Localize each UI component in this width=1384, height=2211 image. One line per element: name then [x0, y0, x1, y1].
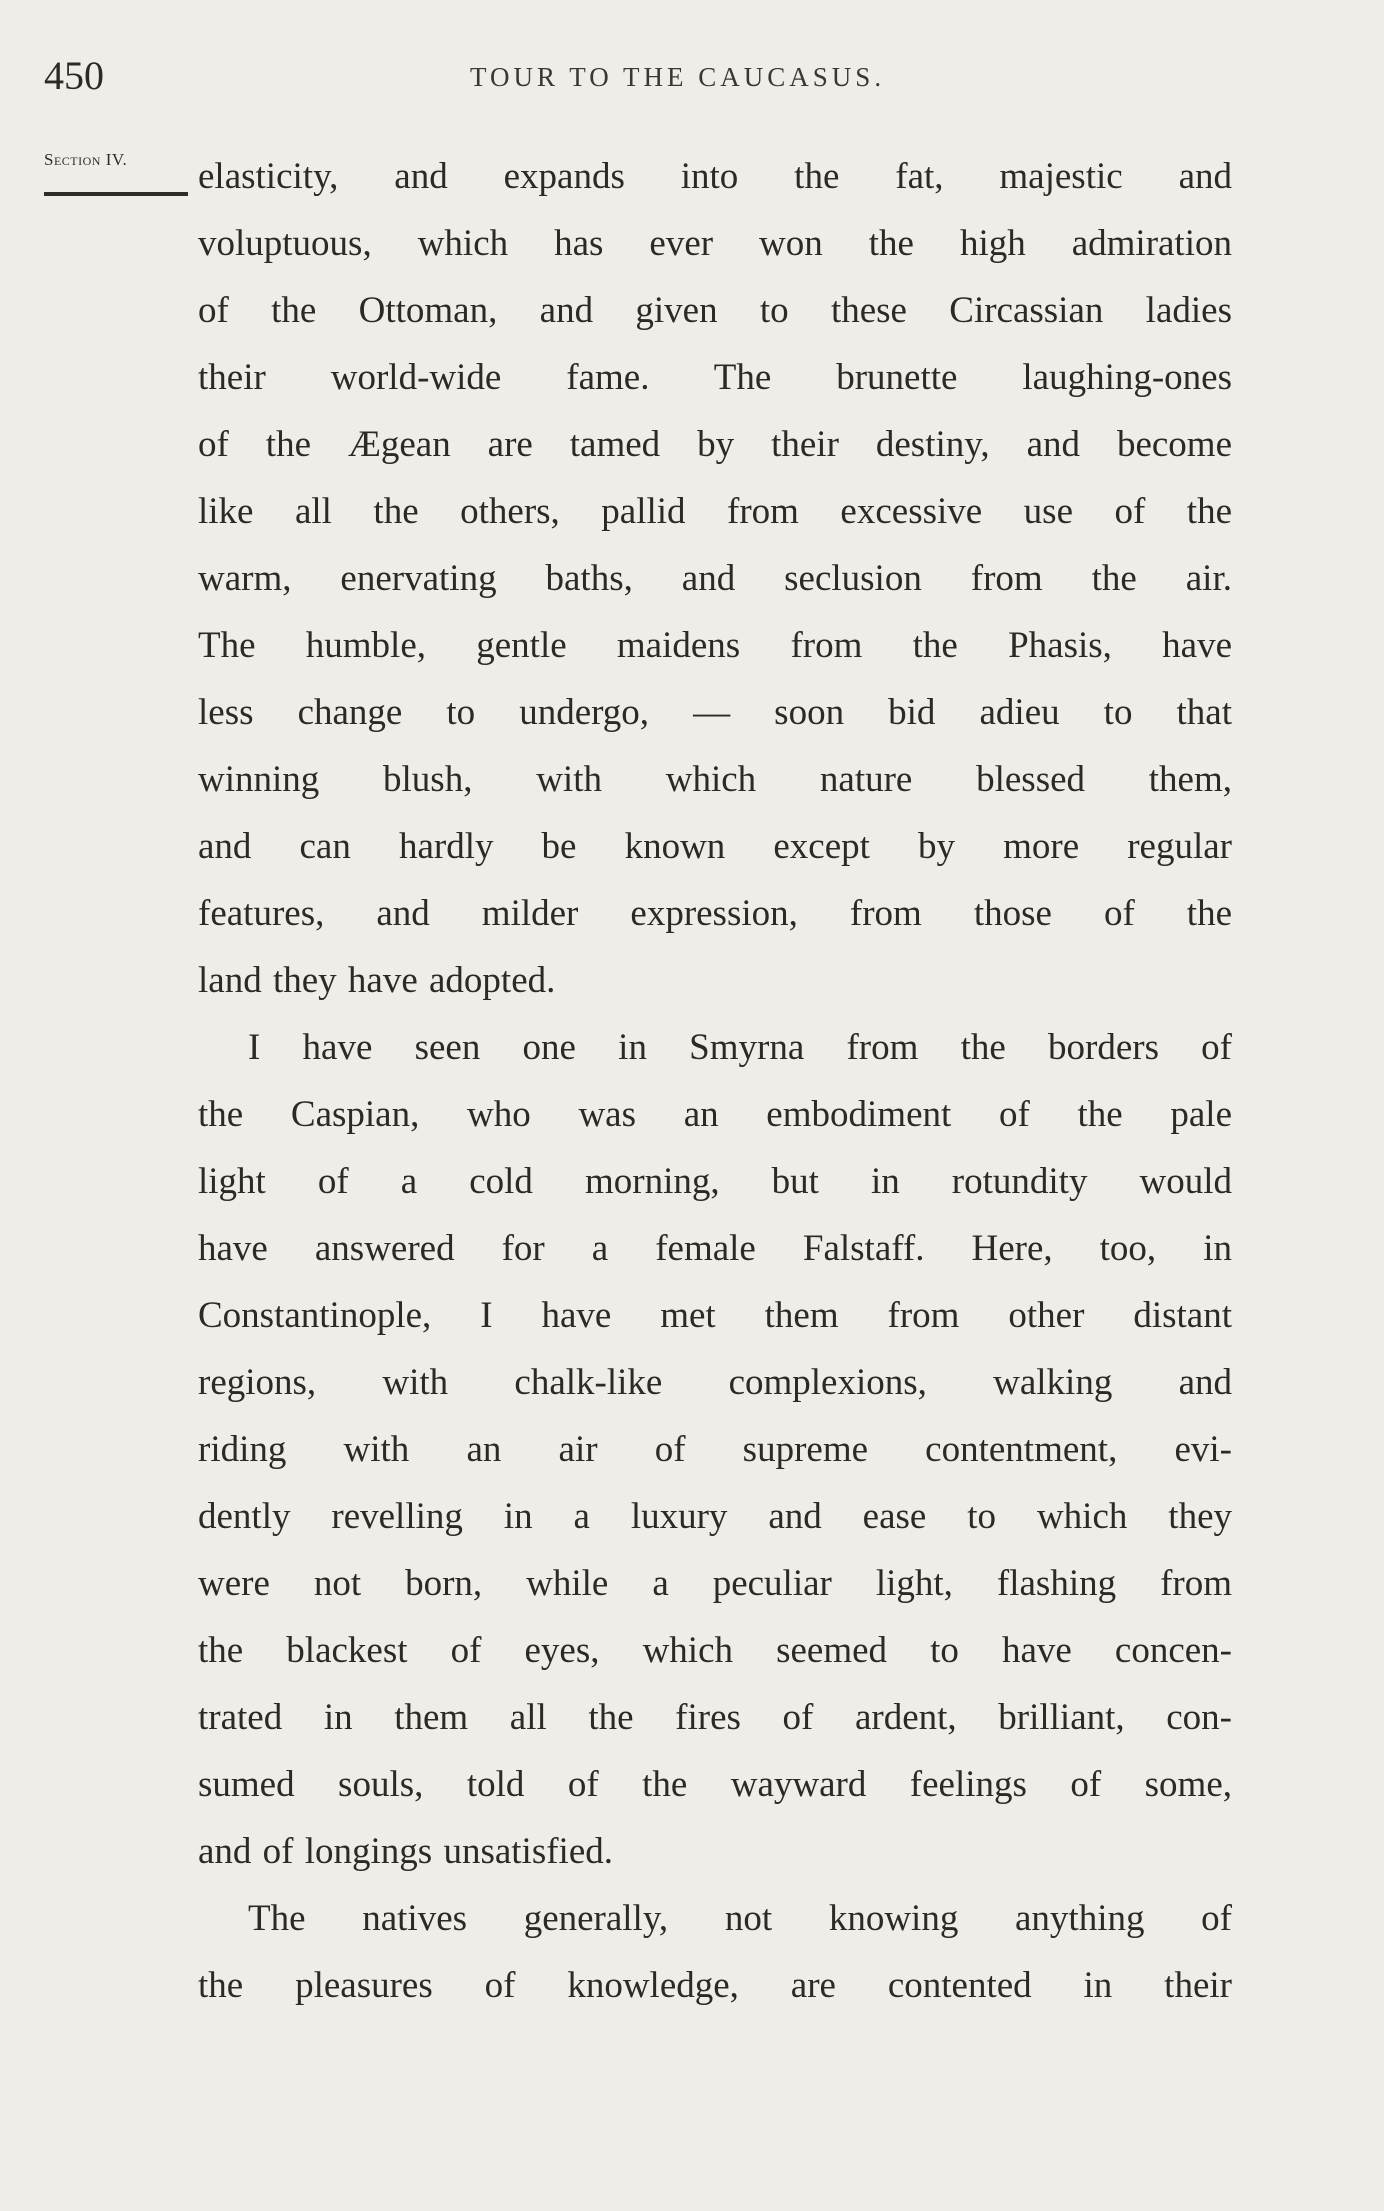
text-line: sumed souls, told of the wayward feelings of some, — [198, 1764, 1232, 1805]
text-line: Constantinople, I have met them from other distant — [198, 1295, 1232, 1336]
text-line: The natives generally, not knowing anything of — [248, 1898, 1232, 1939]
text-line: have answered for a female Falstaff. Here, too, in — [198, 1228, 1232, 1269]
text-line: elasticity, and expands into the fat, majestic and — [198, 156, 1232, 197]
text-line: voluptuous, which has ever won the high admiration — [198, 223, 1232, 264]
text-line: light of a cold morning, but in rotundity would — [198, 1161, 1232, 1202]
text-line: land they have adopted. — [198, 960, 556, 1001]
running-title: TOUR TO THE CAUCASUS. — [470, 62, 886, 92]
text-line: were not born, while a peculiar light, flashing from — [198, 1563, 1232, 1604]
text-line: warm, enervating baths, and seclusion from the air. — [198, 558, 1232, 599]
text-line: of the Ottoman, and given to these Circassian ladies — [198, 290, 1232, 331]
body-text — [198, 148, 1232, 2024]
text-line: trated in them all the fires of ardent, brilliant, con- — [198, 1697, 1232, 1738]
text-line: and of longings unsatisfied. — [198, 1831, 614, 1872]
running-head — [40, 52, 1344, 102]
text-line: the blackest of eyes, which seemed to have concen- — [198, 1630, 1232, 1671]
text-line: features, and milder expression, from those of the — [198, 893, 1232, 934]
section-margin-note — [44, 150, 192, 196]
text-line: the Caspian, who was an embodiment of the pale — [198, 1094, 1232, 1135]
text-line: The humble, gentle maidens from the Phasis, have — [198, 625, 1232, 666]
page-number: 450 — [44, 53, 104, 98]
text-line: of the Ægean are tamed by their destiny, and become — [198, 424, 1232, 465]
section-label: Section IV. — [44, 150, 128, 169]
text-line: I have seen one in Smyrna from the borders of — [248, 1027, 1232, 1068]
text-line: dently revelling in a luxury and ease to which they — [198, 1496, 1232, 1537]
text-line: riding with an air of supreme contentment, evi- — [198, 1429, 1232, 1470]
text-line: winning blush, with which nature blessed them, — [198, 759, 1232, 800]
section-rule — [44, 192, 188, 196]
text-line: their world-wide fame. The brunette laughing-ones — [198, 357, 1232, 398]
text-line: regions, with chalk-like complexions, walking and — [198, 1362, 1232, 1403]
text-line: and can hardly be known except by more regular — [198, 826, 1232, 867]
text-line: less change to undergo, — soon bid adieu to that — [198, 692, 1232, 733]
text-line: the pleasures of knowledge, are contented in their — [198, 1965, 1232, 2006]
text-line: like all the others, pallid from excessive use of the — [198, 491, 1232, 532]
